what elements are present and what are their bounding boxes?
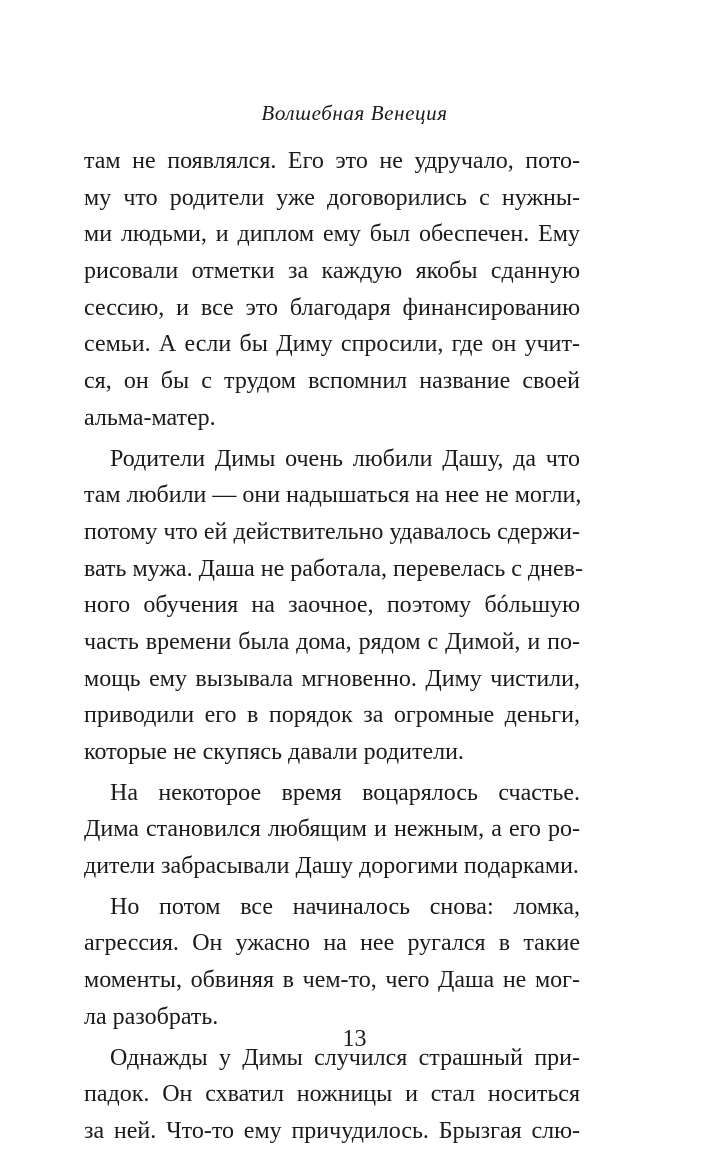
- page-number: 13: [342, 1026, 367, 1052]
- text-line: ся, он бы с трудом вспомнил название своей: [84, 368, 580, 395]
- paragraph: [84, 775, 580, 885]
- text-line: моменты, обвиняя в чем-то, чего Даша не мог-: [84, 967, 580, 994]
- text-line: приводили его в порядок за огромные деньги,: [84, 702, 580, 729]
- text-line: Родители Димы очень любили Дашу, да что: [110, 445, 580, 472]
- paragraph: [84, 889, 580, 1036]
- text-line: агрессия. Он ужасно на нее ругался в такие: [84, 930, 580, 957]
- text-line: Но потом все начиналось снова: ломка,: [110, 893, 580, 920]
- text-line: ми людьми, и диплом ему был обеспечен. Ему: [84, 221, 580, 248]
- text-line: альма-матер.: [84, 404, 216, 431]
- text-line: Однажды у Димы случился страшный при-: [110, 1044, 580, 1071]
- text-line: сессию, и все это благодаря финансированию: [84, 294, 580, 321]
- text-line: потому что ей действительно удавалось сдержи-: [84, 518, 580, 545]
- text-line: часть времени была дома, рядом с Димой, и по-: [84, 628, 580, 655]
- paragraph: [84, 441, 583, 771]
- text-line: ного обучения на заочное, поэтому бóльшую: [84, 592, 580, 619]
- text-line: На некоторое время воцарялось счастье.: [110, 779, 580, 806]
- text-line: вать мужа. Даша не работала, перевелась с днев-: [84, 555, 583, 582]
- text-line: Дима становился любящим и нежным, а его ро-: [84, 816, 580, 843]
- text-line: там любили — они надышаться на нее не могли,: [84, 482, 582, 509]
- text-line: семьи. А если бы Диму спросили, где он учит-: [84, 331, 580, 358]
- text-line: мощь ему вызывала мгновенно. Диму чистили,: [84, 665, 580, 692]
- text-line: ла разобрать.: [84, 1003, 219, 1030]
- paragraph: [84, 143, 580, 437]
- body-text: [84, 143, 583, 1150]
- running-head: Волшебная Венеция: [261, 101, 448, 125]
- text-line: за ней. Что-то ему причудилось. Брызгая слю-: [84, 1117, 580, 1144]
- text-line: дители забрасывали Дашу дорогими подарками.: [84, 853, 579, 880]
- text-line: там не появлялся. Его это не удручало, пото-: [84, 148, 580, 174]
- text-line: рисовали отметки за каждую якобы сданную: [84, 258, 580, 285]
- text-line: му что родители уже договорились с нужны-: [84, 184, 580, 211]
- text-line: падок. Он схватил ножницы и стал носиться: [84, 1081, 580, 1108]
- text-line: которые не скупясь давали родители.: [84, 739, 464, 765]
